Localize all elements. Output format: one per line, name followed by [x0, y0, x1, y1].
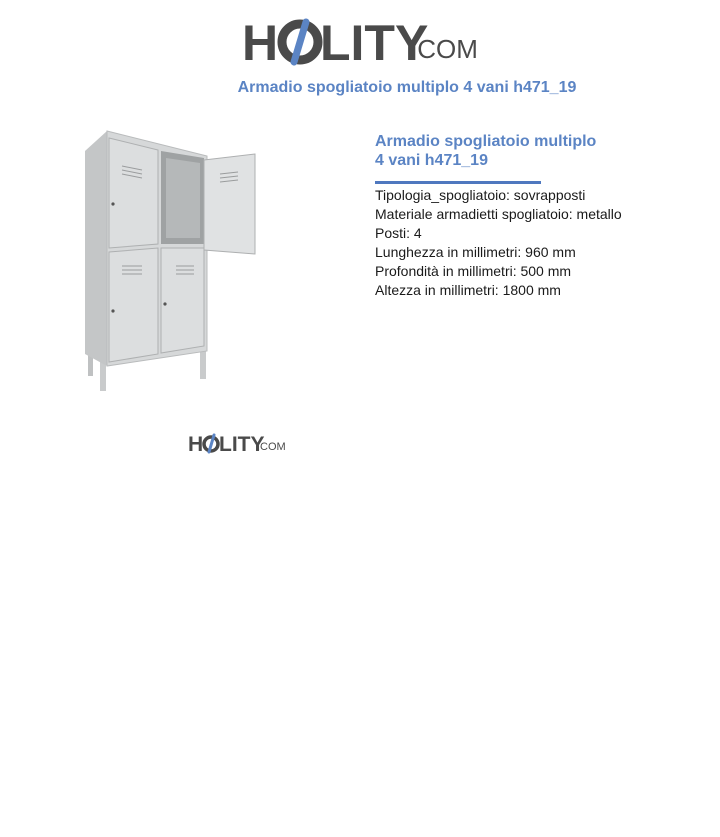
- spec-item: Profondità in millimetri: 500 mm: [375, 263, 572, 279]
- spec-item: Lunghezza in millimetri: 960 mm: [375, 244, 576, 260]
- spec-item: Altezza in millimetri: 1800 mm: [375, 282, 561, 298]
- product-title-line-2: 4 vani h471_19: [375, 152, 488, 169]
- logo-o-mark: [204, 435, 218, 452]
- logo-letter-h: H: [242, 15, 279, 70]
- logo-o-mark: [282, 22, 318, 62]
- logo-text: LITY: [320, 15, 429, 70]
- title-underline: [375, 181, 541, 184]
- spec-item: Posti: 4: [375, 225, 422, 241]
- page-heading: Armadio spogliatoio multiplo 4 vani h471_19: [237, 79, 577, 96]
- locker-product-image: [80, 126, 260, 396]
- spec-item: Tipologia_spogliatoio: sovrapposti: [375, 187, 586, 203]
- logo-suffix: .COM: [257, 441, 286, 453]
- product-title: [375, 132, 635, 170]
- logo-letter-h: H: [188, 433, 204, 456]
- holity-logo[interactable]: [240, 10, 485, 70]
- holity-logo-small[interactable]: [187, 430, 289, 456]
- product-title-line-1: Armadio spogliatoio multiplo: [375, 133, 597, 150]
- logo-suffix: .COM: [410, 34, 478, 64]
- logo-text: LITY: [219, 433, 265, 456]
- spec-item: Materiale armadietti spogliatoio: metallo: [375, 206, 622, 222]
- spec-list: [375, 186, 622, 300]
